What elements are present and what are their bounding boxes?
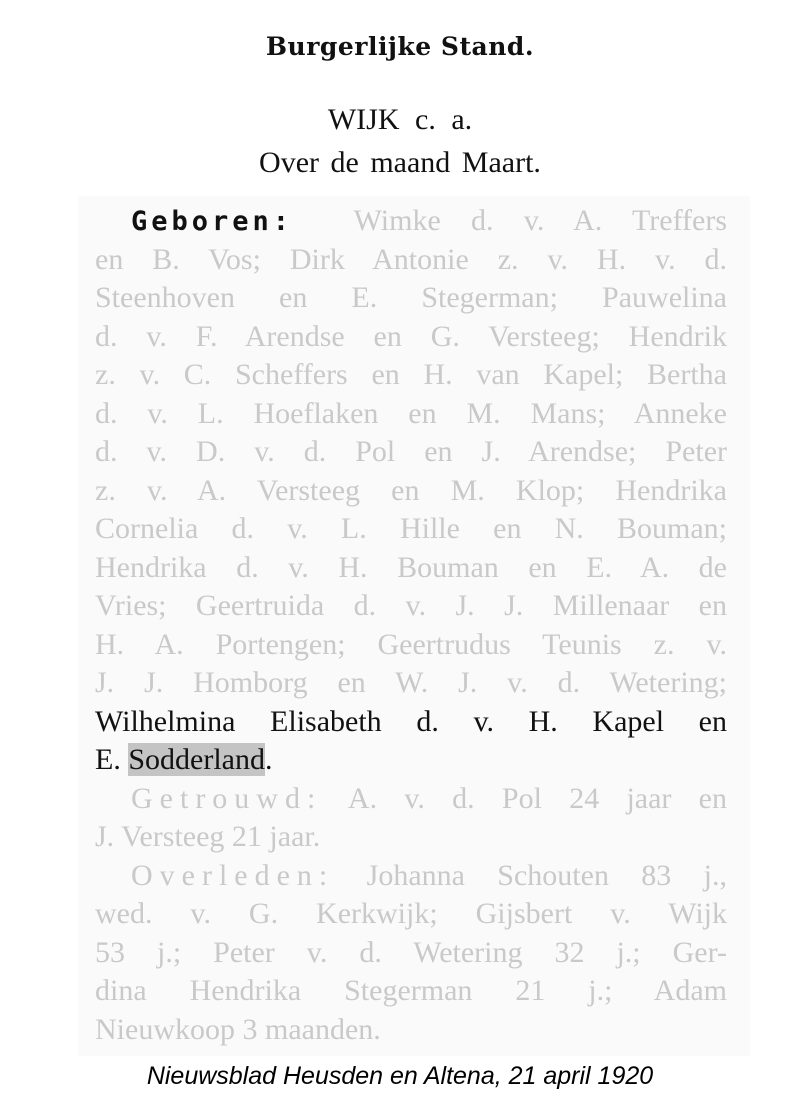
highlighted-entry-line: Wilhelmina Elisabeth d. v. H. Kapel en	[95, 704, 727, 738]
section-label-geboren: Geboren:	[131, 206, 294, 237]
text-line: d. v. F. Arendse en G. Versteeg; Hendrik	[95, 319, 727, 353]
text-line: dina Hendrika Stegerman 21 j.; Adam	[95, 974, 727, 1007]
text-line: Hendrika d. v. H. Bouman en E. A. de	[95, 550, 727, 584]
text-line: J. J. Homborg en W. J. v. d. Wetering;	[95, 666, 727, 699]
text-line: en B. Vos; Dirk Antonie z. v. H. v. d.	[95, 242, 727, 276]
text-line: d. v. L. Hoeflaken en M. Mans; Anneke	[95, 396, 727, 430]
section-label-overleden: Overleden:	[131, 858, 335, 892]
text-line: wed. v. G. Kerkwijk; Gijsbert v. Wijk	[95, 897, 727, 930]
period-heading: Over de maand Maart.	[259, 146, 541, 179]
text-line: Steenhoven en E. Stegerman; Pauwelina	[95, 281, 727, 314]
source-caption: Nieuwsblad Heusden en Altena, 21 april 1920	[146, 1062, 654, 1090]
text-line: Geboren: Wimke d. v. A. Treffers	[131, 204, 727, 237]
text-line: Overleden: Johanna Schouten 83 j.,	[131, 858, 727, 892]
highlighted-surname: Sodderland	[128, 743, 265, 776]
text-line: Getrouwd: A. v. d. Pol 24 jaar en	[131, 781, 727, 815]
text-line: 53 j.; Peter v. d. Wetering 32 j.; Ger-	[95, 935, 727, 969]
text-line: Nieuwkoop 3 maanden.	[95, 1012, 381, 1046]
highlighted-entry-line: E. Sodderland.	[95, 743, 273, 776]
place-heading: WIJK c. a.	[327, 103, 473, 136]
text-line: z. v. A. Versteeg en M. Klop; Hendrika	[95, 473, 727, 507]
page-title: Burgerlijke Stand.	[265, 32, 535, 61]
text-line: J. Versteeg 21 jaar.	[95, 820, 321, 853]
text-line: Cornelia d. v. L. Hille en N. Bouman;	[95, 512, 727, 545]
text-line: H. A. Portengen; Geertrudus Teunis z. v.	[95, 627, 727, 661]
text-line: Vries; Geertruida d. v. J. J. Millenaar en	[95, 589, 727, 622]
article-body	[95, 202, 727, 1049]
text-line: z. v. C. Scheffers en H. van Kapel; Bertha	[95, 358, 727, 391]
text-line: d. v. D. v. d. Pol en J. Arendse; Peter	[95, 435, 727, 468]
section-label-getrouwd: Getrouwd:	[131, 781, 323, 815]
